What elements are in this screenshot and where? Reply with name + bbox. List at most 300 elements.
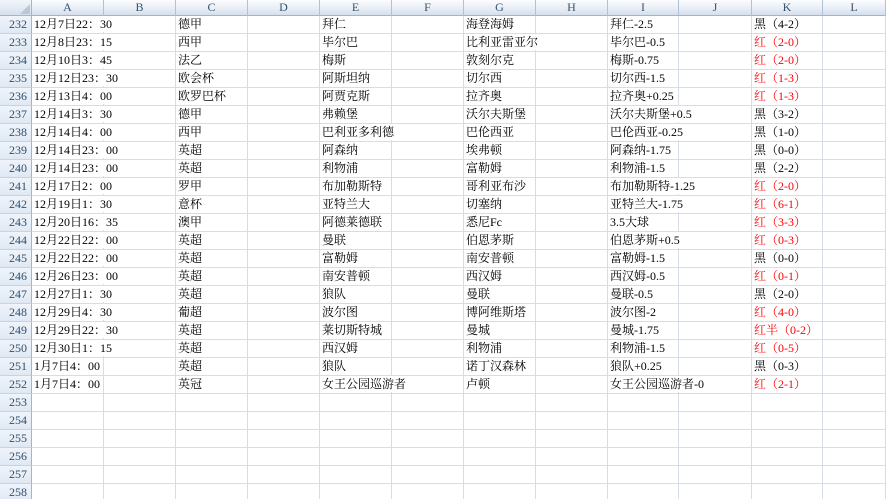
cell-G245[interactable] [464,250,536,268]
cell-G241[interactable] [464,178,536,196]
cell-H253[interactable] [536,394,608,412]
cell-F256[interactable] [392,448,464,466]
cell-I250[interactable] [608,340,679,358]
cell-J245[interactable] [679,250,752,268]
cell-G247[interactable] [464,286,536,304]
cell-E232[interactable] [320,16,392,34]
row-number[interactable]: 242 [0,196,32,214]
cell-C240[interactable] [176,160,248,178]
cell-E238[interactable] [320,124,395,142]
cell-I244[interactable] [608,232,679,250]
cell-I246[interactable] [608,268,679,286]
column-header-E[interactable]: E [320,0,392,16]
cell-F242[interactable] [392,196,464,214]
cell-F235[interactable] [392,70,464,88]
cell-D234[interactable] [248,52,320,70]
cell-E250[interactable] [320,340,392,358]
cell-H239[interactable] [536,142,608,160]
cell-F255[interactable] [392,430,464,448]
cell-H247[interactable] [536,286,608,304]
cell-B256[interactable] [104,448,176,466]
cell-I241[interactable] [608,178,695,196]
cell-H248[interactable] [536,304,608,322]
cell-K246[interactable] [752,268,823,286]
cell-L255[interactable] [823,430,886,448]
cell-F240[interactable] [392,160,464,178]
cell-H250[interactable] [536,340,608,358]
cell-A237[interactable] [32,106,113,124]
cell-G232[interactable] [464,16,536,34]
cell-C236[interactable] [176,88,248,106]
cell-H251[interactable] [536,358,608,376]
cell-I248[interactable] [608,304,679,322]
cell-I234[interactable] [608,52,679,70]
cell-H233[interactable] [536,34,608,52]
row-number[interactable]: 235 [0,70,32,88]
column-header-K[interactable]: K [752,0,823,16]
cell-J256[interactable] [679,448,752,466]
cell-K241[interactable] [752,178,823,196]
cell-F238[interactable] [392,124,464,142]
cell-C232[interactable] [176,16,248,34]
cell-H243[interactable] [536,214,608,232]
cell-F253[interactable] [392,394,464,412]
cell-E243[interactable] [320,214,392,232]
cell-K258[interactable] [752,484,823,499]
cell-D245[interactable] [248,250,320,268]
cell-K255[interactable] [752,430,823,448]
cell-H245[interactable] [536,250,608,268]
cell-K234[interactable] [752,52,823,70]
cell-H234[interactable] [536,52,608,70]
cell-J253[interactable] [679,394,752,412]
cell-A232[interactable] [32,16,113,34]
cell-I233[interactable] [608,34,679,52]
cell-G248[interactable] [464,304,536,322]
column-header-B[interactable]: B [104,0,176,16]
cell-H235[interactable] [536,70,608,88]
cell-L248[interactable] [823,304,886,322]
cell-B233[interactable] [104,34,176,52]
column-header-D[interactable]: D [248,0,320,16]
cell-E245[interactable] [320,250,392,268]
cell-C252[interactable] [176,376,248,394]
cell-K250[interactable] [752,340,823,358]
cell-H244[interactable] [536,232,608,250]
cell-E246[interactable] [320,268,392,286]
row-number[interactable]: 245 [0,250,32,268]
cell-C250[interactable] [176,340,248,358]
cell-D257[interactable] [248,466,320,484]
row-number[interactable]: 233 [0,34,32,52]
cell-A252[interactable] [32,376,104,394]
cell-H238[interactable] [536,124,608,142]
cell-J250[interactable] [679,340,752,358]
row-number[interactable]: 244 [0,232,32,250]
cell-F251[interactable] [392,358,464,376]
cell-G236[interactable] [464,88,536,106]
cell-K242[interactable] [752,196,823,214]
cell-L239[interactable] [823,142,886,160]
cell-J239[interactable] [679,142,752,160]
cell-G256[interactable] [464,448,536,466]
cell-C239[interactable] [176,142,248,160]
cell-G240[interactable] [464,160,536,178]
cell-L247[interactable] [823,286,886,304]
cell-C255[interactable] [176,430,248,448]
cell-A244[interactable] [32,232,119,250]
cell-J234[interactable] [679,52,752,70]
cell-A248[interactable] [32,304,113,322]
cell-B237[interactable] [104,106,176,124]
cell-G255[interactable] [464,430,536,448]
cell-D243[interactable] [248,214,320,232]
row-number[interactable]: 241 [0,178,32,196]
cell-J249[interactable] [679,322,752,340]
cell-J255[interactable] [679,430,752,448]
cell-G249[interactable] [464,322,536,340]
cell-L241[interactable] [823,178,886,196]
column-header-A[interactable]: A [32,0,104,16]
cell-E252[interactable] [320,376,407,394]
row-number[interactable]: 240 [0,160,32,178]
row-number[interactable]: 239 [0,142,32,160]
cell-L258[interactable] [823,484,886,499]
cell-L233[interactable] [823,34,886,52]
cell-I257[interactable] [608,466,679,484]
cell-B252[interactable] [104,376,176,394]
cell-K248[interactable] [752,304,823,322]
row-number[interactable]: 255 [0,430,32,448]
cell-I236[interactable] [608,88,679,106]
cell-I247[interactable] [608,286,679,304]
cell-J248[interactable] [679,304,752,322]
cell-A249[interactable] [32,322,119,340]
cell-K254[interactable] [752,412,823,430]
cell-A254[interactable] [32,412,104,430]
cell-L236[interactable] [823,88,886,106]
cell-C254[interactable] [176,412,248,430]
cell-K238[interactable] [752,124,823,142]
cell-I245[interactable] [608,250,679,268]
cell-J247[interactable] [679,286,752,304]
row-number[interactable]: 254 [0,412,32,430]
cell-G239[interactable] [464,142,536,160]
cell-I254[interactable] [608,412,679,430]
cell-B236[interactable] [104,88,176,106]
cell-E257[interactable] [320,466,392,484]
cell-E244[interactable] [320,232,392,250]
cell-B250[interactable] [104,340,176,358]
cell-I237[interactable] [608,106,692,124]
cell-C251[interactable] [176,358,248,376]
row-number[interactable]: 258 [0,484,32,499]
cell-D235[interactable] [248,70,320,88]
cell-K233[interactable] [752,34,823,52]
cell-D255[interactable] [248,430,320,448]
cell-A233[interactable] [32,34,113,52]
cell-D240[interactable] [248,160,320,178]
cell-B251[interactable] [104,358,176,376]
cell-H241[interactable] [536,178,608,196]
cell-D249[interactable] [248,322,320,340]
column-header-I[interactable]: I [608,0,679,16]
cell-F250[interactable] [392,340,464,358]
row-number[interactable]: 238 [0,124,32,142]
cell-A250[interactable] [32,340,113,358]
row-number[interactable]: 249 [0,322,32,340]
cell-J257[interactable] [679,466,752,484]
cell-B232[interactable] [104,16,176,34]
cell-G233[interactable] [464,34,539,52]
cell-A241[interactable] [32,178,113,196]
cell-H258[interactable] [536,484,608,499]
cell-F245[interactable] [392,250,464,268]
cell-E253[interactable] [320,394,392,412]
cell-G243[interactable] [464,214,536,232]
cell-H249[interactable] [536,322,608,340]
cell-C258[interactable] [176,484,248,499]
row-number[interactable]: 247 [0,286,32,304]
cell-K253[interactable] [752,394,823,412]
cell-D254[interactable] [248,412,320,430]
cell-I255[interactable] [608,430,679,448]
cell-F258[interactable] [392,484,464,499]
cell-C246[interactable] [176,268,248,286]
cell-J235[interactable] [679,70,752,88]
cell-L232[interactable] [823,16,886,34]
cell-K240[interactable] [752,160,823,178]
cell-H254[interactable] [536,412,608,430]
cell-K249[interactable] [752,322,823,340]
cell-A238[interactable] [32,124,113,142]
cell-F247[interactable] [392,286,464,304]
cell-I252[interactable] [608,376,704,394]
cell-B258[interactable] [104,484,176,499]
cell-H240[interactable] [536,160,608,178]
cell-A236[interactable] [32,88,113,106]
cell-J232[interactable] [679,16,752,34]
cell-K237[interactable] [752,106,823,124]
cell-L257[interactable] [823,466,886,484]
cell-H242[interactable] [536,196,608,214]
cell-A243[interactable] [32,214,119,232]
cell-L238[interactable] [823,124,886,142]
cell-C242[interactable] [176,196,248,214]
cell-D251[interactable] [248,358,320,376]
cell-D232[interactable] [248,16,320,34]
cell-C235[interactable] [176,70,248,88]
cell-D244[interactable] [248,232,320,250]
row-number[interactable]: 243 [0,214,32,232]
cell-L242[interactable] [823,196,886,214]
cell-E239[interactable] [320,142,392,160]
cell-B241[interactable] [104,178,176,196]
cell-E255[interactable] [320,430,392,448]
cell-L252[interactable] [823,376,886,394]
cell-B257[interactable] [104,466,176,484]
cell-I256[interactable] [608,448,679,466]
cell-F232[interactable] [392,16,464,34]
cell-K243[interactable] [752,214,823,232]
cell-L237[interactable] [823,106,886,124]
cell-J246[interactable] [679,268,752,286]
cell-B234[interactable] [104,52,176,70]
cell-G237[interactable] [464,106,536,124]
cell-I242[interactable] [608,196,683,214]
cell-A245[interactable] [32,250,119,268]
cell-I253[interactable] [608,394,679,412]
cell-J233[interactable] [679,34,752,52]
cell-H257[interactable] [536,466,608,484]
cell-I238[interactable] [608,124,683,142]
cell-A235[interactable] [32,70,119,88]
row-number[interactable]: 232 [0,16,32,34]
cell-I239[interactable] [608,142,679,160]
row-number[interactable]: 253 [0,394,32,412]
cell-A257[interactable] [32,466,104,484]
column-header-F[interactable]: F [392,0,464,16]
cell-F246[interactable] [392,268,464,286]
cell-A242[interactable] [32,196,113,214]
cell-L251[interactable] [823,358,886,376]
cell-A251[interactable] [32,358,104,376]
cell-I251[interactable] [608,358,679,376]
cell-C238[interactable] [176,124,248,142]
cell-A255[interactable] [32,430,104,448]
cell-A253[interactable] [32,394,104,412]
cell-G258[interactable] [464,484,536,499]
cell-J242[interactable] [679,196,752,214]
cell-C233[interactable] [176,34,248,52]
cell-F233[interactable] [392,34,464,52]
cell-G252[interactable] [464,376,536,394]
cell-E234[interactable] [320,52,392,70]
cell-E237[interactable] [320,106,392,124]
cell-G254[interactable] [464,412,536,430]
cell-G253[interactable] [464,394,536,412]
cell-E249[interactable] [320,322,392,340]
cell-D246[interactable] [248,268,320,286]
cell-I235[interactable] [608,70,679,88]
cell-K232[interactable] [752,16,823,34]
cell-C237[interactable] [176,106,248,124]
cell-L249[interactable] [823,322,886,340]
cell-F239[interactable] [392,142,464,160]
cell-L234[interactable] [823,52,886,70]
cell-D233[interactable] [248,34,320,52]
cell-E251[interactable] [320,358,392,376]
row-number[interactable]: 237 [0,106,32,124]
column-header-C[interactable]: C [176,0,248,16]
row-number[interactable]: 236 [0,88,32,106]
cell-D239[interactable] [248,142,320,160]
cell-J243[interactable] [679,214,752,232]
cell-H252[interactable] [536,376,608,394]
cell-C245[interactable] [176,250,248,268]
cell-D242[interactable] [248,196,320,214]
row-number[interactable]: 248 [0,304,32,322]
cell-D258[interactable] [248,484,320,499]
cell-L246[interactable] [823,268,886,286]
cell-L235[interactable] [823,70,886,88]
cell-E254[interactable] [320,412,392,430]
cell-E233[interactable] [320,34,392,52]
cell-L245[interactable] [823,250,886,268]
cell-C256[interactable] [176,448,248,466]
cell-H255[interactable] [536,430,608,448]
cell-H236[interactable] [536,88,608,106]
cell-C234[interactable] [176,52,248,70]
cell-D236[interactable] [248,88,320,106]
cell-H237[interactable] [536,106,608,124]
cell-F234[interactable] [392,52,464,70]
cell-I258[interactable] [608,484,679,499]
cell-C248[interactable] [176,304,248,322]
cell-E242[interactable] [320,196,392,214]
cell-K247[interactable] [752,286,823,304]
cell-D250[interactable] [248,340,320,358]
cell-F257[interactable] [392,466,464,484]
cell-K257[interactable] [752,466,823,484]
cell-F254[interactable] [392,412,464,430]
cell-I240[interactable] [608,160,679,178]
cell-K236[interactable] [752,88,823,106]
cell-C253[interactable] [176,394,248,412]
cell-J240[interactable] [679,160,752,178]
column-header-L[interactable]: L [823,0,886,16]
cell-A239[interactable] [32,142,119,160]
cell-H232[interactable] [536,16,608,34]
column-header-G[interactable]: G [464,0,536,16]
cell-G251[interactable] [464,358,536,376]
cell-K235[interactable] [752,70,823,88]
cell-E258[interactable] [320,484,392,499]
row-number[interactable]: 251 [0,358,32,376]
cell-I232[interactable] [608,16,679,34]
cell-D256[interactable] [248,448,320,466]
cell-F241[interactable] [392,178,464,196]
cell-A258[interactable] [32,484,104,499]
cell-C249[interactable] [176,322,248,340]
cell-B247[interactable] [104,286,176,304]
cell-L256[interactable] [823,448,886,466]
cell-I249[interactable] [608,322,679,340]
cell-L240[interactable] [823,160,886,178]
cell-C243[interactable] [176,214,248,232]
cell-A240[interactable] [32,160,119,178]
cell-H256[interactable] [536,448,608,466]
cell-E240[interactable] [320,160,392,178]
row-number[interactable]: 250 [0,340,32,358]
cell-A256[interactable] [32,448,104,466]
row-number[interactable]: 256 [0,448,32,466]
row-number[interactable]: 234 [0,52,32,70]
row-number[interactable]: 252 [0,376,32,394]
cell-G238[interactable] [464,124,536,142]
cell-A234[interactable] [32,52,113,70]
cell-E256[interactable] [320,448,392,466]
cell-C241[interactable] [176,178,248,196]
cell-K252[interactable] [752,376,823,394]
cell-C257[interactable] [176,466,248,484]
cell-E241[interactable] [320,178,392,196]
cell-L253[interactable] [823,394,886,412]
cell-G257[interactable] [464,466,536,484]
cell-D247[interactable] [248,286,320,304]
cell-A247[interactable] [32,286,113,304]
cell-G234[interactable] [464,52,536,70]
